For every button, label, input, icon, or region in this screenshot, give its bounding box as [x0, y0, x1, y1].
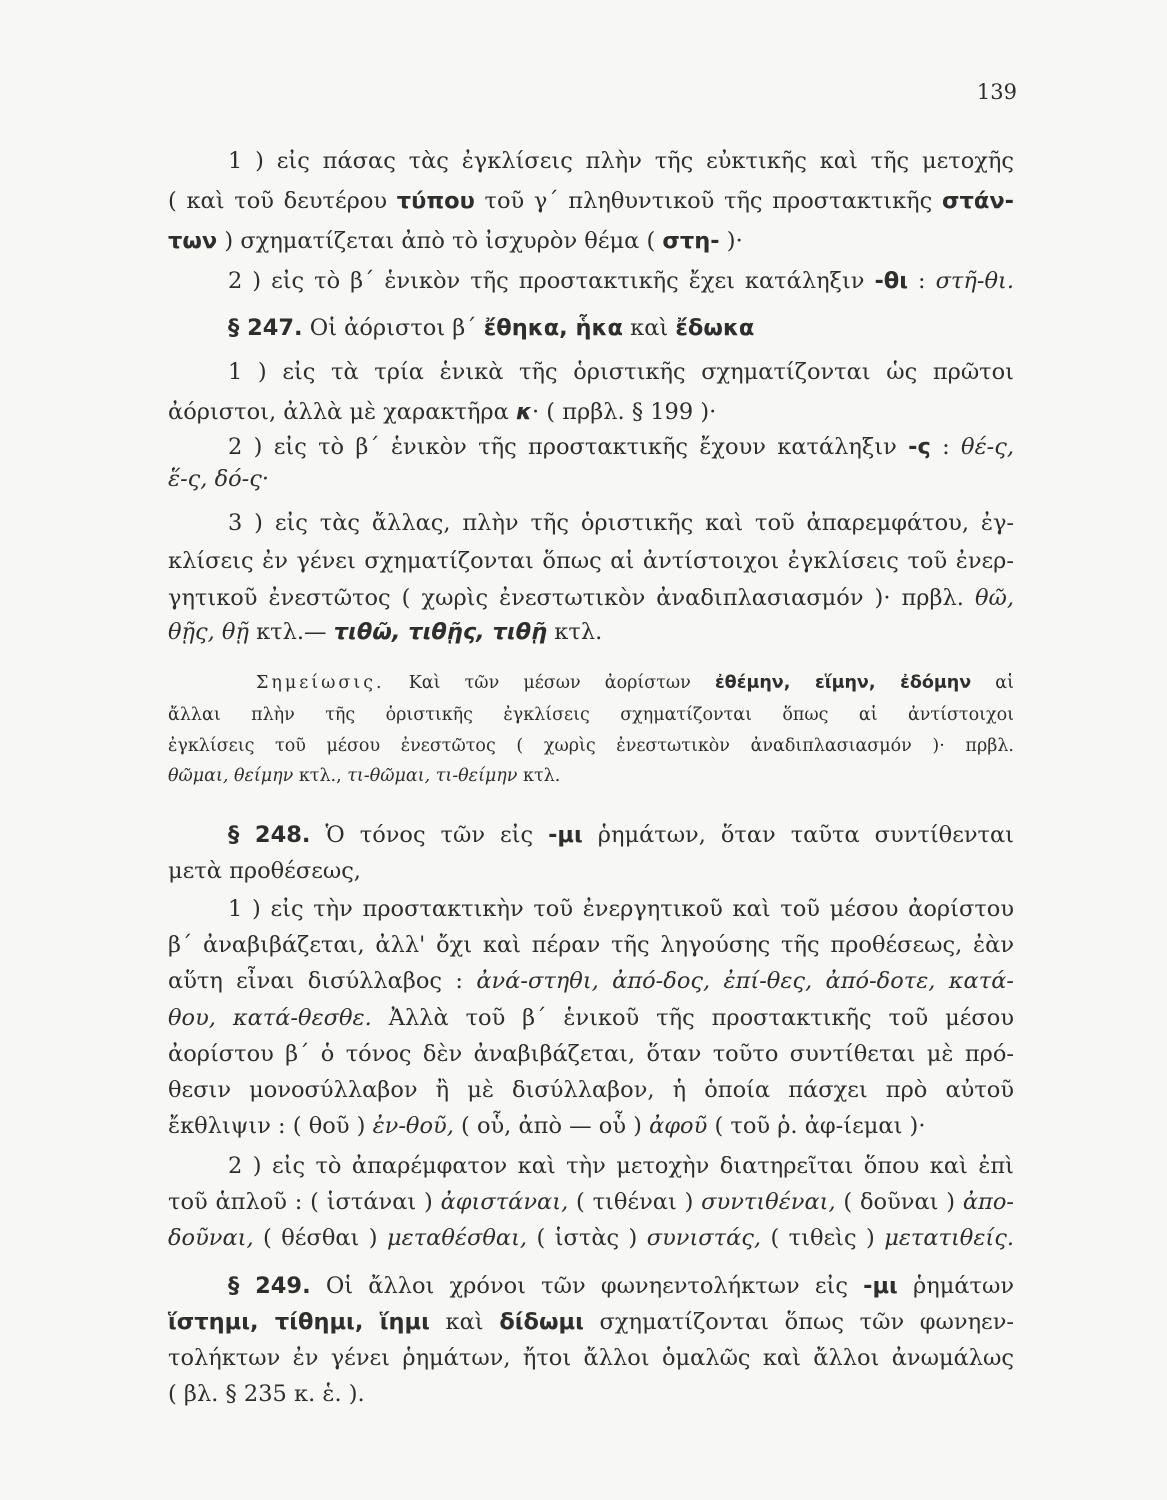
text-line: 1 ) εἰς τὰ τρία ἑνικὰ τῆς ὁριστικῆς σχηματίζονται ὡς πρῶτοι: [228, 359, 1014, 385]
text-line: ἀορίστου β΄ ὁ τόνος δὲν ἀναβιβάζεται, ὅταν τοῦτο συντίθεται μὲ πρό-: [168, 1041, 1014, 1067]
text-line: ἕ-ς, δό-ς·: [168, 466, 270, 492]
text-line: β΄ ἀναβιβάζεται, ἀλλ' ὄχι καὶ πέραν τῆς ληγούσης τῆς προθέσεως, ἐὰν: [168, 932, 1014, 958]
text-line: ( βλ. § 235 κ. ἑ. ).: [168, 1381, 365, 1407]
text-line: 1 ) εἰς πάσας τὰς ἐγκλίσεις πλὴν τῆς εὐκτικῆς καὶ τῆς μετοχῆς: [228, 148, 1014, 174]
text-line: ἔκθλιψιν : ( θοῦ ) ἐν-θοῦ, ( οὗ, ἀπὸ — οὗ ) ἀφοῦ ( τοῦ ῥ. ἀφ-ίεμαι )·: [168, 1113, 926, 1139]
text-line: θῇς, θῇ κτλ.— τιθῶ, τιθῇς, τιθῇ κτλ.: [168, 619, 603, 645]
section-heading-248: § 248. Ὁ τόνος τῶν εἰς -μι ῥημάτων, ὅταν ταῦτα συντίθενται: [228, 822, 1014, 848]
text-line: αὕτη εἶναι δισύλλαβος : ἀνά-στηθι, ἀπό-δος, ἐπί-θες, ἀπό-δοτε, κατά-: [168, 968, 1014, 994]
note-line: Σημείωσις. Καὶ τῶν μέσων ἀορίστων ἐθέμην, εἵμην, ἐδόμην αἱ: [256, 673, 1014, 693]
text-line: τοῦ ἁπλοῦ : ( ἱστάναι ) ἀφιστάναι, ( τιθέναι ) συντιθέναι, ( δοῦναι ) ἀπο-: [168, 1189, 1014, 1215]
page-number: 139: [976, 80, 1017, 104]
text-line: ἀόριστοι, ἀλλὰ μὲ χαρακτῆρα κ· ( πρβλ. § 199 )·: [168, 399, 717, 425]
note-line: ἐγκλίσεις τοῦ μέσου ἐνεστῶτος ( χωρὶς ἐνεστωτικὸν ἀναδιπλασιασμόν )· πρβλ.: [168, 736, 1014, 756]
text-line: τολήκτων ἐν γένει ῥημάτων, ἤτοι ἄλλοι ὁμαλῶς καὶ ἄλλοι ἀνωμάλως: [168, 1345, 1014, 1371]
section-heading-247: § 247. Οἱ ἀόριστοι β΄ ἔθηκα, ἧκα καὶ ἔδωκα: [228, 315, 755, 341]
text-line: γητικοῦ ἐνεστῶτος ( χωρὶς ἐνεστωτικὸν ἀναδιπλασιασμόν )· πρβλ. θῶ,: [168, 585, 1014, 611]
note-line: ἄλλαι πλὴν τῆς ὁριστικῆς ἐγκλίσεις σχηματίζονται ὅπως αἱ ἀντίστοιχοι: [168, 705, 1014, 725]
text-line: θεσιν μονοσύλλαβον ἢ μὲ δισύλλαβον, ἡ ὁποία πάσχει πρὸ αὐτοῦ: [168, 1077, 1014, 1103]
text-line: 2 ) εἰς τὸ β΄ ἑνικὸν τῆς προστακτικῆς ἔχει κατάληξιν -θι : στῆ-θι.: [228, 268, 1014, 294]
note-line: θῶμαι, θείμην κτλ., τι-θῶμαι, τι-θείμην κτλ.: [168, 766, 561, 786]
section-heading-249: § 249. Οἱ ἄλλοι χρόνοι τῶν φωνηεντολήκτων εἰς -μι ῥημάτων: [228, 1273, 1014, 1299]
text-line: 1 ) εἰς τὴν προστακτικὴν τοῦ ἐνεργητικοῦ καὶ τοῦ μέσου ἀορίστου: [228, 896, 1014, 922]
text-line: 2 ) εἰς τὸ ἀπαρέμφατον καὶ τὴν μετοχὴν διατηρεῖται ὅπου καὶ ἐπὶ: [228, 1153, 1014, 1179]
text-line: 2 ) εἰς τὸ β΄ ἑνικὸν τῆς προστακτικῆς ἔχουν κατάληξιν -ς : θέ-ς,: [228, 434, 1015, 460]
text-line: δοῦναι, ( θέσθαι ) μεταθέσθαι, ( ἱστὰς ) συνιστάς, ( τιθεὶς ) μετατιθείς.: [168, 1225, 1015, 1251]
text-line: ἵστημι, τίθημι, ἵημι καὶ δίδωμι σχηματίζονται ὅπως τῶν φωνηεν-: [168, 1309, 1014, 1335]
text-line: κλίσεις ἐν γένει σχηματίζονται ὅπως αἱ ἀντίστοιχοι ἐγκλίσεις τοῦ ἐνερ-: [168, 548, 1014, 574]
text-line: μετὰ προθέσεως,: [168, 858, 361, 884]
text-line: θου, κατά-θεσθε. Ἀλλὰ τοῦ β΄ ἑνικοῦ τῆς προστακτικῆς τοῦ μέσου: [168, 1005, 1014, 1031]
text-line: των ) σχηματίζεται ἀπὸ τὸ ἰσχυρὸν θέμα ( στη- )·: [168, 228, 743, 254]
text-line: 3 ) εἰς τὰς ἄλλας, πλὴν τῆς ὁριστικῆς καὶ τοῦ ἀπαρεμφάτου, ἐγ-: [228, 510, 1014, 536]
text-line: ( καὶ τοῦ δευτέρου τύπου τοῦ γ΄ πληθυντικοῦ τῆς προστακτικῆς στάν-: [168, 188, 1014, 214]
